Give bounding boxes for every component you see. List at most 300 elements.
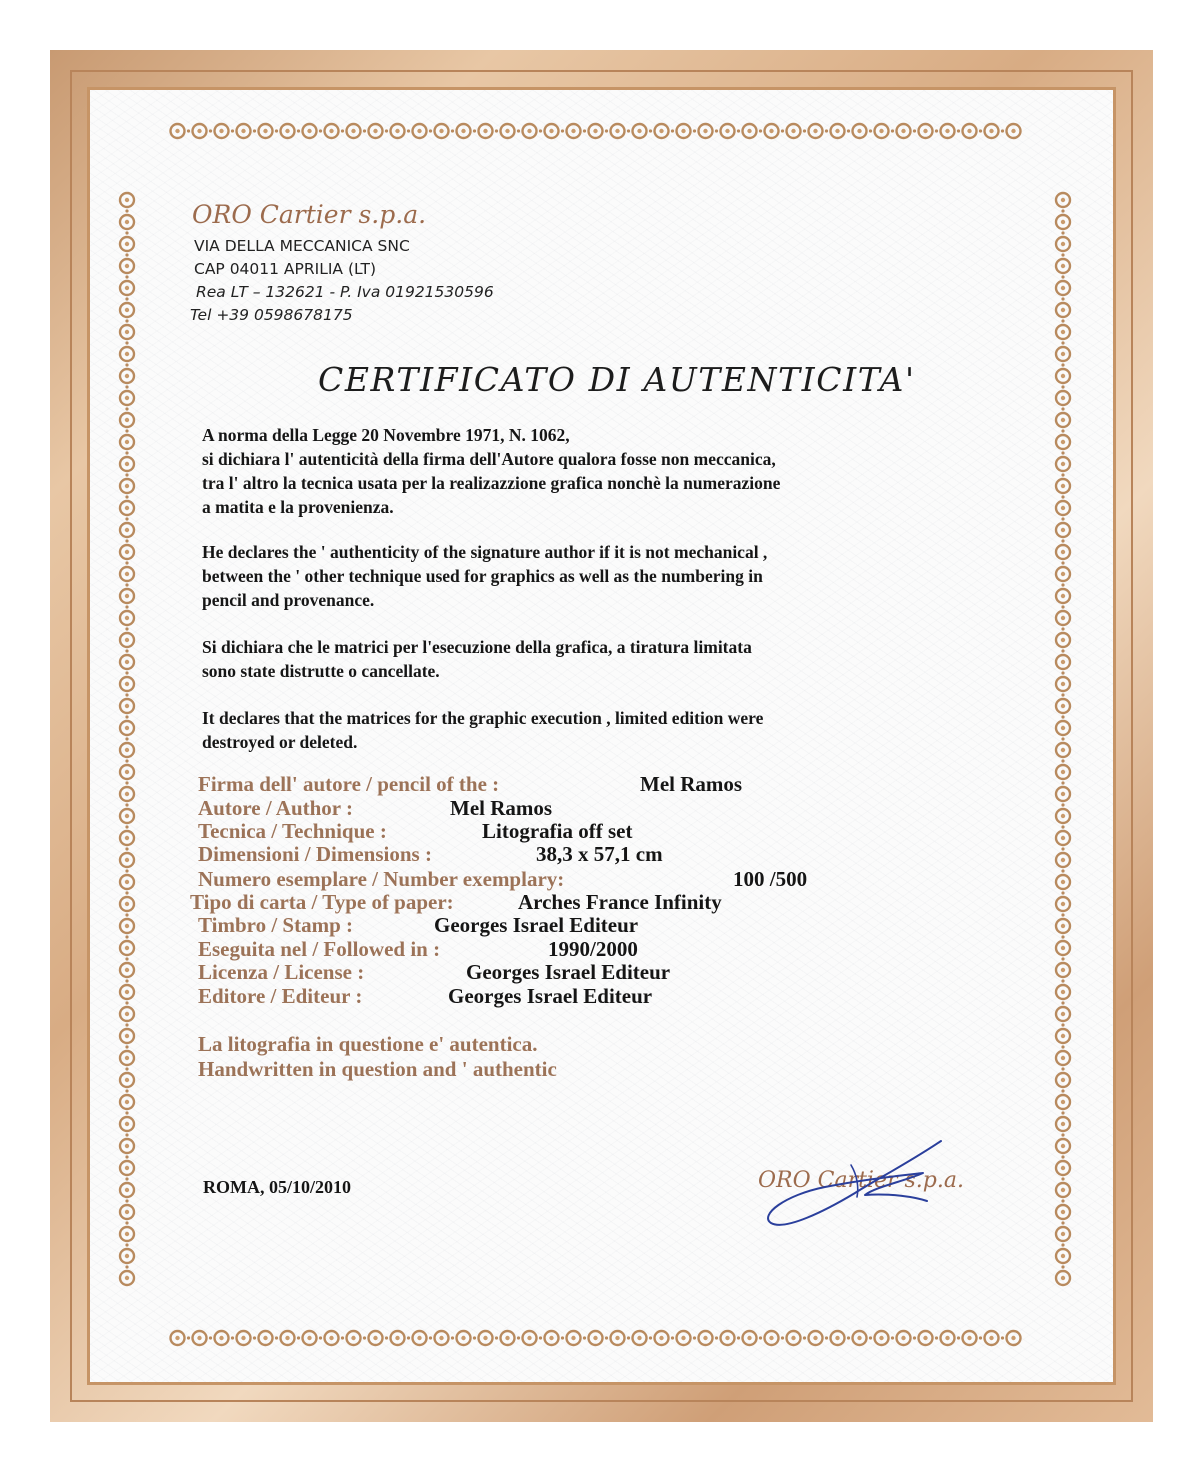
ornament-link <box>803 129 806 132</box>
ornament-dot <box>1061 880 1065 884</box>
ornament-dot <box>1061 374 1065 378</box>
ornament-dot <box>879 1336 883 1340</box>
ornament-dot <box>307 1336 311 1340</box>
ornament-link <box>385 1336 388 1339</box>
ornament-dot <box>125 748 129 752</box>
ornament-link <box>935 1336 938 1339</box>
ornament-dot <box>125 924 129 928</box>
ornament-dot <box>125 1166 129 1170</box>
ornament-dot <box>439 129 443 133</box>
ornament-dot <box>1061 968 1065 972</box>
ornament-link <box>125 649 128 652</box>
ornament-link <box>1001 129 1004 132</box>
ornament-dot <box>593 1336 597 1340</box>
ornament-link <box>1061 1045 1064 1048</box>
ornament-dot <box>923 129 927 133</box>
ornament-link <box>341 129 344 132</box>
ornament-dot <box>197 129 201 133</box>
detail-label: Editore / Editeur : <box>198 984 363 1008</box>
ornament-dot <box>1061 858 1065 862</box>
ornament-dot <box>1061 682 1065 686</box>
ornament-link <box>363 129 366 132</box>
ornament-dot <box>571 129 575 133</box>
ornament-dot <box>307 129 311 133</box>
ornament-dot <box>637 129 641 133</box>
ornament-link <box>495 129 498 132</box>
ornament-dot <box>373 1336 377 1340</box>
ornament-link <box>891 129 894 132</box>
ornament-link <box>825 129 828 132</box>
ornament-dot <box>125 264 129 268</box>
handwritten-signature <box>755 1135 955 1235</box>
ornament-link <box>693 129 696 132</box>
ornament-link <box>125 517 128 520</box>
ornament-link <box>125 671 128 674</box>
ornament-dot <box>439 1336 443 1340</box>
ornament-dot <box>417 129 421 133</box>
paragraph-line: A norma della Legge 20 Novembre 1971, N. 1062, <box>202 425 570 445</box>
ornament-link <box>649 1336 652 1339</box>
ornament-dot <box>329 129 333 133</box>
ornament-link <box>341 1336 344 1339</box>
paragraph-italian-law <box>202 423 780 519</box>
ornament-dot <box>125 836 129 840</box>
ornament-dot <box>125 902 129 906</box>
paragraph-line: pencil and provenance. <box>202 590 375 610</box>
ornament-link <box>209 129 212 132</box>
ornament-dot <box>1061 1034 1065 1038</box>
ornament-dot <box>125 1122 129 1126</box>
ornament-link <box>1061 1111 1064 1114</box>
ornament-dot <box>967 129 971 133</box>
detail-value: Mel Ramos <box>640 772 743 796</box>
ornament-dot <box>1061 1188 1065 1192</box>
ornament-link <box>781 1336 784 1339</box>
ornament-dot <box>125 572 129 576</box>
ornament-dot <box>483 1336 487 1340</box>
ornament-link <box>605 129 608 132</box>
ornament-dot <box>1061 990 1065 994</box>
ornament-link <box>125 891 128 894</box>
ornament-chain <box>160 118 1031 144</box>
address-street: VIA DELLA MECCANICA SNC <box>194 237 410 255</box>
ornament-dot <box>1061 198 1065 202</box>
ornament-link <box>319 129 322 132</box>
ornament-link <box>125 385 128 388</box>
ornament-link <box>125 737 128 740</box>
ornament-link <box>125 429 128 432</box>
ornament-link <box>1061 781 1064 784</box>
ornament-dot <box>747 129 751 133</box>
ornament-dot <box>125 1210 129 1214</box>
ornament-link <box>1061 319 1064 322</box>
ornament-dot <box>125 1078 129 1082</box>
ornament-dot <box>219 1336 223 1340</box>
ornament-link <box>125 781 128 784</box>
ornament-link <box>1061 517 1064 520</box>
ornament-link <box>957 129 960 132</box>
ornament-link <box>693 1336 696 1339</box>
ornament-dot <box>1061 638 1065 642</box>
ornament-link <box>385 129 388 132</box>
detail-label: Numero esemplare / Number exemplary: <box>198 867 565 891</box>
ornament-dot <box>835 129 839 133</box>
ornament-dot <box>125 660 129 664</box>
ornament-dot <box>125 198 129 202</box>
ornament-link <box>869 1336 872 1339</box>
ornament-dot <box>125 242 129 246</box>
ornament-link <box>605 1336 608 1339</box>
ornament-dot <box>1061 836 1065 840</box>
paragraph-english-authenticity <box>202 540 767 612</box>
ornament-dot <box>1061 484 1065 488</box>
ornament-dot <box>791 129 795 133</box>
ornament-link <box>1061 1001 1064 1004</box>
ornament-link <box>627 129 630 132</box>
ornament-link <box>869 129 872 132</box>
ornament-dot <box>1061 594 1065 598</box>
ornament-dot <box>125 616 129 620</box>
ornament-link <box>1061 737 1064 740</box>
ornament-link <box>125 715 128 718</box>
ornament-link <box>125 935 128 938</box>
ornament-dot <box>1061 616 1065 620</box>
ornament-dot <box>1061 418 1065 422</box>
ornament-link <box>737 129 740 132</box>
ornament-dot <box>505 129 509 133</box>
detail-label: Eseguita nel / Followed in : <box>198 937 441 961</box>
ornament-dot <box>1011 1336 1015 1340</box>
ornament-dot <box>1061 1166 1065 1170</box>
ornament-link <box>517 129 520 132</box>
ornament-link <box>125 1023 128 1026</box>
ornament-dot <box>125 374 129 378</box>
ornament-dot <box>571 1336 575 1340</box>
paragraph-line: destroyed or deleted. <box>202 732 358 752</box>
ornament-link <box>125 913 128 916</box>
ornament-link <box>125 759 128 762</box>
detail-label: Autore / Author : <box>198 796 353 820</box>
ornament-dot <box>989 1336 993 1340</box>
detail-value: Arches France Infinity <box>518 890 722 914</box>
ornament-dot <box>351 129 355 133</box>
ornament-chain <box>1050 180 1076 1298</box>
closing-english: Handwritten in question and ' authentic <box>198 1057 557 1081</box>
ornament-dot <box>615 129 619 133</box>
ornament-band-left <box>114 180 140 1298</box>
ornament-dot <box>125 506 129 510</box>
ornament-link <box>125 319 128 322</box>
paragraph-line: He declares the ' authenticity of the signature author if it is not mechanical , <box>202 542 768 562</box>
ornament-link <box>125 561 128 564</box>
ornament-dot <box>125 968 129 972</box>
ornament-link <box>627 1336 630 1339</box>
ornament-dot <box>125 858 129 862</box>
ornament-link <box>473 1336 476 1339</box>
ornament-link <box>759 1336 762 1339</box>
address-phone: Tel +39 0598678175 <box>190 306 353 324</box>
ornament-link <box>913 129 916 132</box>
ornament-dot <box>125 462 129 466</box>
ornament-dot <box>1061 704 1065 708</box>
ornament-dot <box>703 129 707 133</box>
detail-value: Georges Israel Editeur <box>434 913 639 937</box>
ornament-dot <box>125 726 129 730</box>
detail-label: Timbro / Stamp : <box>198 913 353 937</box>
ornament-dot <box>835 1336 839 1340</box>
ornament-link <box>125 1177 128 1180</box>
ornament-dot <box>1061 946 1065 950</box>
ornament-link <box>125 957 128 960</box>
ornament-dot <box>219 129 223 133</box>
ornament-dot <box>263 1336 267 1340</box>
ornament-link <box>125 363 128 366</box>
ornament-link <box>979 129 982 132</box>
ornament-link <box>583 1336 586 1339</box>
ornament-link <box>539 1336 542 1339</box>
ornament-link <box>275 129 278 132</box>
ornament-dot <box>549 1336 553 1340</box>
ornament-link <box>125 1067 128 1070</box>
ornament-link <box>891 1336 894 1339</box>
ornament-dot <box>125 440 129 444</box>
ornament-link <box>935 129 938 132</box>
detail-value: 100 /500 <box>733 867 808 891</box>
ornament-dot <box>879 129 883 133</box>
ornament-link <box>451 1336 454 1339</box>
ornament-dot <box>1061 1144 1065 1148</box>
ornament-link <box>1061 869 1064 872</box>
ornament-band-right <box>1050 180 1076 1298</box>
ornament-dot <box>125 308 129 312</box>
ornament-link <box>583 129 586 132</box>
ornament-link <box>125 605 128 608</box>
ornament-dot <box>527 129 531 133</box>
ornament-dot <box>1061 726 1065 730</box>
ornament-link <box>125 1089 128 1092</box>
ornament-link <box>1061 759 1064 762</box>
ornament-dot <box>1061 660 1065 664</box>
detail-label: Tecnica / Technique : <box>198 819 387 843</box>
detail-label: Licenza / License : <box>198 960 365 984</box>
ornament-link <box>125 297 128 300</box>
ornament-dot <box>395 129 399 133</box>
ornament-link <box>957 1336 960 1339</box>
ornament-dot <box>125 1034 129 1038</box>
paragraph-line: a matita e la provenienza. <box>202 497 394 517</box>
ornament-link <box>1061 209 1064 212</box>
ornament-link <box>297 1336 300 1339</box>
detail-value: Litografia off set <box>482 819 633 843</box>
ornament-link <box>1061 297 1064 300</box>
ornament-link <box>1061 605 1064 608</box>
ornament-dot <box>1061 264 1065 268</box>
ornament-dot <box>1061 528 1065 532</box>
ornament-link <box>125 275 128 278</box>
signature-company-name: ORO Cartier s.p.a. <box>758 1168 964 1193</box>
ornament-link <box>1061 1199 1064 1202</box>
ornament-dot <box>1061 572 1065 576</box>
ornament-dot <box>461 129 465 133</box>
ornament-link <box>125 407 128 410</box>
ornament-link <box>253 1336 256 1339</box>
ornament-link <box>979 1336 982 1339</box>
ornament-dot <box>125 1012 129 1016</box>
ornament-dot <box>125 1254 129 1258</box>
ornament-dot <box>1061 1078 1065 1082</box>
ornament-link <box>1061 979 1064 982</box>
ornament-link <box>1061 407 1064 410</box>
ornament-dot <box>1061 242 1065 246</box>
ornament-dot <box>125 1276 129 1280</box>
ornament-link <box>125 825 128 828</box>
ornament-dot <box>1061 550 1065 554</box>
ornament-dot <box>125 1056 129 1060</box>
detail-value: 38,3 x 57,1 cm <box>536 842 663 866</box>
ornament-link <box>1061 495 1064 498</box>
ornament-link <box>125 627 128 630</box>
ornament-dot <box>549 129 553 133</box>
ornament-link <box>913 1336 916 1339</box>
ornament-dot <box>285 129 289 133</box>
ornament-link <box>125 803 128 806</box>
ornament-dot <box>125 330 129 334</box>
ornament-link <box>125 979 128 982</box>
ornament-dot <box>285 1336 289 1340</box>
ornament-dot <box>417 1336 421 1340</box>
detail-label: Firma dell' autore / pencil of the : <box>198 772 500 796</box>
ornament-dot <box>373 129 377 133</box>
ornament-dot <box>175 129 179 133</box>
ornament-dot <box>901 129 905 133</box>
ornament-dot <box>1061 330 1065 334</box>
ornament-dot <box>125 220 129 224</box>
ornament-dot <box>125 990 129 994</box>
ornament-link <box>1061 693 1064 696</box>
ornament-dot <box>725 1336 729 1340</box>
ornament-dot <box>923 1336 927 1340</box>
ornament-dot <box>125 528 129 532</box>
ornament-dot <box>791 1336 795 1340</box>
ornament-dot <box>813 1336 817 1340</box>
ornament-link <box>231 129 234 132</box>
ornament-link <box>1061 451 1064 454</box>
ornament-link <box>125 869 128 872</box>
ornament-dot <box>1061 1122 1065 1126</box>
ornament-link <box>847 129 850 132</box>
ornament-dot <box>1011 129 1015 133</box>
ornament-dot <box>769 1336 773 1340</box>
ornament-dot <box>989 129 993 133</box>
ornament-dot <box>241 129 245 133</box>
ornament-link <box>1061 341 1064 344</box>
ornament-link <box>1061 1221 1064 1224</box>
ornament-link <box>803 1336 806 1339</box>
detail-label: Tipo di carta / Type of paper: <box>190 890 454 914</box>
ornament-link <box>125 253 128 256</box>
ornament-link <box>1061 539 1064 542</box>
ornament-link <box>1001 1336 1004 1339</box>
ornament-link <box>407 1336 410 1339</box>
ornament-dot <box>241 1336 245 1340</box>
ornament-link <box>517 1336 520 1339</box>
ornament-dot <box>659 129 663 133</box>
ornament-link <box>125 1199 128 1202</box>
ornament-dot <box>197 1336 201 1340</box>
ornament-link <box>1061 671 1064 674</box>
ornament-dot <box>901 1336 905 1340</box>
ornament-dot <box>125 792 129 796</box>
detail-label: Dimensioni / Dimensions : <box>198 842 432 866</box>
ornament-dot <box>125 1100 129 1104</box>
ornament-link <box>1061 1089 1064 1092</box>
ornament-link <box>125 495 128 498</box>
ornament-link <box>125 473 128 476</box>
ornament-dot <box>125 1144 129 1148</box>
ornament-dot <box>483 129 487 133</box>
ornament-link <box>1061 627 1064 630</box>
ornament-link <box>715 129 718 132</box>
ornament-link <box>1061 649 1064 652</box>
ornament-link <box>125 583 128 586</box>
ornament-link <box>253 129 256 132</box>
ornament-link <box>407 129 410 132</box>
ornament-dot <box>967 1336 971 1340</box>
ornament-link <box>1061 1155 1064 1158</box>
ornament-link <box>125 693 128 696</box>
ornament-dot <box>1061 308 1065 312</box>
ornament-link <box>125 209 128 212</box>
ornament-dot <box>1061 220 1065 224</box>
ornament-link <box>737 1336 740 1339</box>
ornament-link <box>209 1336 212 1339</box>
ornament-link <box>649 129 652 132</box>
ornament-dot <box>395 1336 399 1340</box>
ornament-dot <box>1061 748 1065 752</box>
paragraph-line: between the ' other technique used for graphics as well as the numbering in <box>202 566 763 586</box>
ornament-link <box>1061 825 1064 828</box>
ornament-dot <box>125 1232 129 1236</box>
ornament-dot <box>593 129 597 133</box>
ornament-dot <box>1061 286 1065 290</box>
ornament-chain <box>160 1325 1031 1351</box>
detail-value: Mel Ramos <box>450 796 553 820</box>
ornament-dot <box>1061 396 1065 400</box>
ornament-dot <box>125 286 129 290</box>
ornament-link <box>125 1111 128 1114</box>
ornament-link <box>759 129 762 132</box>
ornament-link <box>451 129 454 132</box>
ornament-link <box>275 1336 278 1339</box>
ornament-dot <box>637 1336 641 1340</box>
ornament-link <box>125 451 128 454</box>
ornament-link <box>125 1133 128 1136</box>
place-and-date: ROMA, 05/10/2010 <box>203 1177 351 1197</box>
ornament-link <box>1061 847 1064 850</box>
ornament-dot <box>1061 1012 1065 1016</box>
ornament-link <box>847 1336 850 1339</box>
ornament-dot <box>125 638 129 642</box>
paragraph-line: It declares that the matrices for the graphic execution , limited edition were <box>202 708 764 728</box>
ornament-dot <box>125 484 129 488</box>
ornament-dot <box>527 1336 531 1340</box>
ornament-band-bottom <box>160 1325 1031 1351</box>
ornament-dot <box>125 550 129 554</box>
ornament-dot <box>1061 924 1065 928</box>
ornament-link <box>125 1045 128 1048</box>
ornament-link <box>125 231 128 234</box>
ornament-link <box>1061 385 1064 388</box>
